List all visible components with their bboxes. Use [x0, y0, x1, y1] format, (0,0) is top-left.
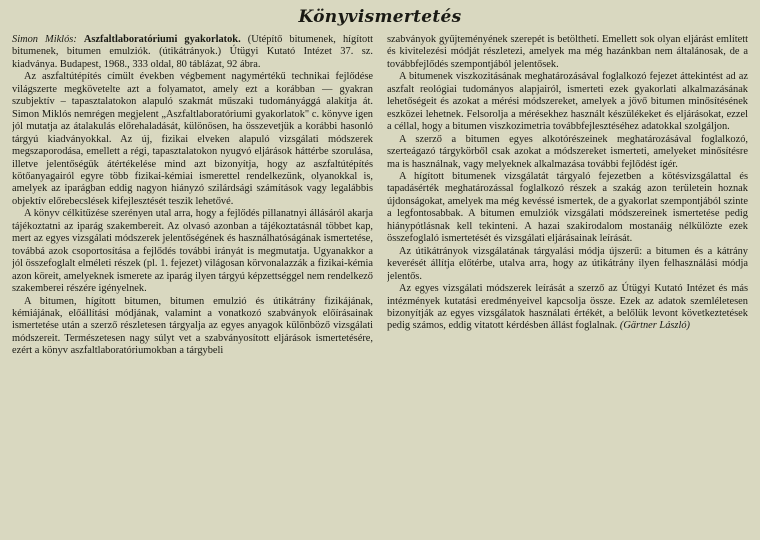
signature: (Gärtner László): [619, 320, 691, 332]
citation-author: Simon Miklós:: [12, 34, 77, 45]
paragraph: A szerző a bitumen egyes alkotórészeinek meghatározásával foglalkozó, szerteágazó tárgykörből csak azokat a módszereket ismerteti, amelyeket minősítésre ma is használnak, vagy melyeknek alkalmazása további fejlődést ígér.: [387, 133, 748, 170]
citation: [12, 34, 373, 71]
page-title: Könyvismertetés: [298, 7, 462, 27]
paragraph: szabványok gyűjteményének szerepét is betölthetí. Emellett sok olyan eljárást említett és kivitelezési módját részletezi, amelyek ma még hazánkban nem általánosak, de a továbbfejlődés szempontjából jelentősek.: [387, 34, 748, 70]
paragraph: Az útikátrányok vizsgálatának tárgyalási módja újszerű: a bitumen és a kátrány keverését állítja előtérbe, utalva arra, hogy az útikátrány ilyen felhasználási módja jelentős.: [387, 245, 748, 282]
left-column: [12, 34, 373, 538]
paragraph: Az aszfaltútépítés címült években végbement nagymértékű technikai fejlődése világszerte megkövetelte azt a folyamatot, amely ezt a korábban — gyakran szubjektív – tapasztalatokon alapuló szakmát műszaki tudományággá alakítja át. Simon Miklós nemrégen megjelent „Aszfaltlaboratóriumi gyakorlatok" c. könyve igen jól mutatja az átalakulás előrehaladását, különösen, ha összevetjük a korábbi hasonló tárgyú kiadványokkal. Az új, fizikai elveken alapuló vizsgálati módszerek megszaporodása, emellett a régi, tapasztalatokon nyugvó eljárások háttérbe szorulása, illetve jelentőségük átértékelése mind azt bizonyítja, hogy az aszfaltútépítés kötőanyagairól egyre több fizikai-kémiai ismerettel rendelkezünk, olyanokkal is, amelyek az iparágban eddig nagyon hiányzó szilárdsági számítások vagy legalábbis objektív előrebecslések kifejlesztését teszik lehetővé.: [12, 71, 373, 207]
paragraph-last: [387, 283, 748, 333]
text-columns: [12, 34, 748, 538]
paragraph-text: Az egyes vizsgálati módszerek leírását a szerző az Útügyi Kutató Intézet és más intézmények kutatási eredményeivel kapcsolja össze. Ezek az adatok szemléletesen bizonyítják az egyes vizsgálatok használati értékét, a belőlük levont következtetések pedig számos, eddig vitatott kérdésben állást foglalnak.: [387, 283, 748, 332]
citation-title: Aszfaltlaboratóriumi gyakorlatok.: [83, 34, 241, 45]
right-column: [387, 34, 748, 538]
paragraph: A bitumen, hígított bitumen, bitumen emulzió és útikátrány fizikájának, kémiájának, előállítási módjának, valamint a vonatkozó szabványok előírásainak ismertetése után a szerző részletesen tárgyalja az egyes anyagok különböző vizsgálati módszereit. Természetesen nagy súlyt vet a szabványosított eljárások ismertetésére, ezért a könyv aszfaltlaboratóriumokban a tárgybeli: [12, 295, 373, 357]
paragraph: A hígított bitumenek vizsgálatát tárgyaló fejezetben a kötésvizsgálattal és tapadásérték meghatározással foglalkozó részek a szakág azon területein hoznak újdonságokat, amelyek ma még kevéssé ismertek, de a gyakorlat szempontjából szinte a legfontosabbak. A bitumen emulziók vizsgálati módszereinek ismertetése pedig hiánypótlásnak kell tekinteni. A hazai szakirodalom mostanáig nélkülözte ezek összefoglaló ismertetését és vizsgálati eljárásainak leírását.: [387, 170, 748, 245]
citation-details: (Útépítő bitumenek, hígított bitumenek, bitumen emulziók. (útikátrányok.) Útügyi Kutató Intézet 37. sz. kiadványa. Budapest, 1968., 333 oldal, 80 táblázat, 92 ábra.: [12, 34, 373, 70]
paragraph: A könyv célkitűzése szerényen utal arra, hogy a fejlődés pillanatnyi állásáról akarja tájékoztatni az iparág szakembereit. Az olvasó azonban a tájékoztatásnál többet kap, mert az egyes vizsgálati módszerek jelentőségének és használhatóságának ismertetése, továbbá azok csoportosítása a fejlődés további irányát is megmutatja. Ugyanakkor a jól összefoglalt elméleti részek (pl. 1. fejezet) világosan körvonalazzák a fizikai-kémia azon köreit, amelyeknek ismerete az iparág ilyen tárgyú képzettséggel nem rendelkező szakemberei részére igényelnek.: [12, 208, 373, 295]
paragraph: A bitumenek viszkozitásának meghatározásával foglalkozó fejezet áttekintést ad az aszfalt reológiai tudományos alapjairól, ismerteti ezek gyakorlati alkalmazásának lehetőségeit és azokat a mérési módszereket, amelyek a jövő bitumen minősítésének eszközei lehetnek. Felsorolja a mérésekhez használt készülékeket és eljárásokat, ezzel a céllal, hogy a bitumen viszkozimetria továbbfejlesztéséhez adatokkal szolgáljon.: [387, 71, 748, 133]
